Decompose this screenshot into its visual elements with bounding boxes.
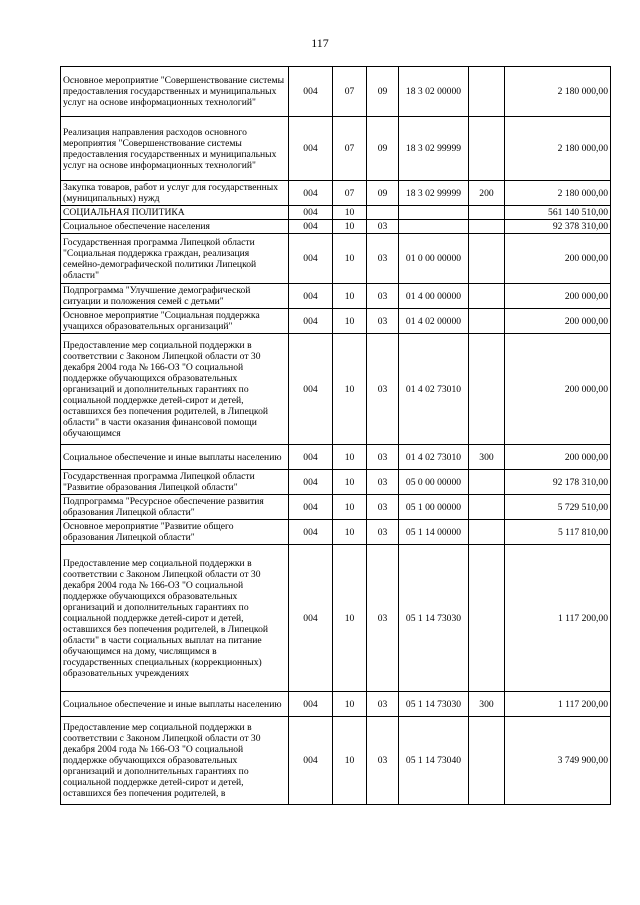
cell-sum: 200 000,00 bbox=[505, 334, 611, 445]
cell-pr: 03 bbox=[367, 284, 399, 309]
cell-csr: 18 3 02 99999 bbox=[399, 117, 469, 181]
cell-vr bbox=[469, 495, 505, 520]
table-row bbox=[61, 334, 611, 445]
cell-pr: 03 bbox=[367, 545, 399, 692]
cell-pr: 03 bbox=[367, 470, 399, 495]
cell-vr bbox=[469, 717, 505, 805]
cell-name: Предоставление мер социальной поддержки в соответствии с Законом Липецкой области от 30 декабря 2004 года № 166-ОЗ "О социальной поддержке обучающихся образовательных организаций и дополнительных гарантиях по социальной поддержке детей-сирот и детей, оставшихся без попечения родителей, в Липецкой области" в части социальных выплат на питание обучающимся на дому, числящимся в государственных специальных (коррекционных) образовательных учреждениях bbox=[61, 545, 289, 692]
cell-csr: 01 4 00 00000 bbox=[399, 284, 469, 309]
table-row bbox=[61, 445, 611, 470]
table-row bbox=[61, 717, 611, 805]
cell-sum: 1 117 200,00 bbox=[505, 545, 611, 692]
cell-ved: 004 bbox=[289, 334, 333, 445]
table-row bbox=[61, 545, 611, 692]
cell-csr: 01 4 02 73010 bbox=[399, 445, 469, 470]
cell-pr: 03 bbox=[367, 520, 399, 545]
cell-sum: 2 180 000,00 bbox=[505, 117, 611, 181]
cell-rz: 10 bbox=[333, 309, 367, 334]
cell-csr: 01 4 02 73010 bbox=[399, 334, 469, 445]
cell-pr: 03 bbox=[367, 692, 399, 717]
table-row bbox=[61, 470, 611, 495]
cell-pr: 09 bbox=[367, 117, 399, 181]
cell-rz: 10 bbox=[333, 495, 367, 520]
cell-ved: 004 bbox=[289, 220, 333, 234]
cell-name: Предоставление мер социальной поддержки в соответствии с Законом Липецкой области от 30 декабря 2004 года № 166-ОЗ "О социальной поддержке обучающихся образовательных организаций и дополнительных гарантиях по социальной поддержке детей-сирот и детей, оставшихся без попечения родителей, в Липецкой области" в части оказания финансовой помощи обучающимся bbox=[61, 334, 289, 445]
cell-sum: 200 000,00 bbox=[505, 309, 611, 334]
cell-name: Подпрограмма "Ресурсное обеспечение развития образования Липецкой области" bbox=[61, 495, 289, 520]
cell-csr: 05 1 14 00000 bbox=[399, 520, 469, 545]
cell-csr: 18 3 02 00000 bbox=[399, 67, 469, 117]
cell-ved: 004 bbox=[289, 692, 333, 717]
table-row bbox=[61, 220, 611, 234]
cell-vr bbox=[469, 470, 505, 495]
cell-pr: 09 bbox=[367, 181, 399, 206]
cell-csr: 01 0 00 00000 bbox=[399, 234, 469, 284]
cell-ved: 004 bbox=[289, 206, 333, 220]
cell-rz: 10 bbox=[333, 470, 367, 495]
cell-csr: 01 4 02 00000 bbox=[399, 309, 469, 334]
cell-csr: 05 0 00 00000 bbox=[399, 470, 469, 495]
cell-name: Основное мероприятие "Социальная поддержка учащихся образовательных организаций" bbox=[61, 309, 289, 334]
cell-ved: 004 bbox=[289, 470, 333, 495]
table-row bbox=[61, 206, 611, 220]
cell-rz: 07 bbox=[333, 117, 367, 181]
table-row bbox=[61, 520, 611, 545]
cell-rz: 10 bbox=[333, 692, 367, 717]
cell-pr: 03 bbox=[367, 495, 399, 520]
cell-vr bbox=[469, 220, 505, 234]
cell-name: Социальное обеспечение населения bbox=[61, 220, 289, 234]
cell-sum: 1 117 200,00 bbox=[505, 692, 611, 717]
cell-rz: 10 bbox=[333, 334, 367, 445]
cell-rz: 10 bbox=[333, 545, 367, 692]
cell-vr: 200 bbox=[469, 181, 505, 206]
cell-csr: 18 3 02 99999 bbox=[399, 181, 469, 206]
cell-name: СОЦИАЛЬНАЯ ПОЛИТИКА bbox=[61, 206, 289, 220]
cell-csr bbox=[399, 206, 469, 220]
cell-rz: 10 bbox=[333, 445, 367, 470]
cell-vr: 300 bbox=[469, 692, 505, 717]
budget-table bbox=[60, 66, 611, 805]
cell-vr bbox=[469, 309, 505, 334]
cell-name: Подпрограмма "Улучшение демографической ситуации и положения семей с детьми" bbox=[61, 284, 289, 309]
table-row bbox=[61, 181, 611, 206]
cell-rz: 10 bbox=[333, 520, 367, 545]
cell-pr: 09 bbox=[367, 67, 399, 117]
cell-ved: 004 bbox=[289, 545, 333, 692]
cell-sum: 2 180 000,00 bbox=[505, 67, 611, 117]
table-row bbox=[61, 117, 611, 181]
cell-name: Государственная программа Липецкой области "Социальная поддержка граждан, реализация семейно-демографической политики Липецкой области" bbox=[61, 234, 289, 284]
cell-pr bbox=[367, 206, 399, 220]
table-row bbox=[61, 234, 611, 284]
cell-vr: 300 bbox=[469, 445, 505, 470]
cell-pr: 03 bbox=[367, 717, 399, 805]
table-row bbox=[61, 692, 611, 717]
cell-sum: 200 000,00 bbox=[505, 445, 611, 470]
cell-name: Закупка товаров, работ и услуг для государственных (муниципальных) нужд bbox=[61, 181, 289, 206]
cell-vr bbox=[469, 117, 505, 181]
cell-sum: 561 140 510,00 bbox=[505, 206, 611, 220]
cell-name: Реализация направления расходов основного мероприятия "Совершенствование системы предоставления государственных и муниципальных услуг на основе информационных технологий" bbox=[61, 117, 289, 181]
page-number: 117 bbox=[311, 36, 329, 50]
cell-sum: 92 178 310,00 bbox=[505, 470, 611, 495]
cell-ved: 004 bbox=[289, 284, 333, 309]
cell-ved: 004 bbox=[289, 67, 333, 117]
table-row bbox=[61, 284, 611, 309]
cell-vr bbox=[469, 67, 505, 117]
cell-rz: 10 bbox=[333, 717, 367, 805]
cell-vr bbox=[469, 234, 505, 284]
cell-sum: 200 000,00 bbox=[505, 284, 611, 309]
cell-sum: 5 117 810,00 bbox=[505, 520, 611, 545]
cell-sum: 2 180 000,00 bbox=[505, 181, 611, 206]
cell-rz: 07 bbox=[333, 67, 367, 117]
table-row bbox=[61, 495, 611, 520]
cell-ved: 004 bbox=[289, 309, 333, 334]
cell-sum: 5 729 510,00 bbox=[505, 495, 611, 520]
cell-pr: 03 bbox=[367, 334, 399, 445]
cell-pr: 03 bbox=[367, 309, 399, 334]
cell-ved: 004 bbox=[289, 234, 333, 284]
cell-rz: 10 bbox=[333, 284, 367, 309]
cell-name: Основное мероприятие "Развитие общего образования Липецкой области" bbox=[61, 520, 289, 545]
cell-name: Социальное обеспечение и иные выплаты населению bbox=[61, 445, 289, 470]
cell-sum: 200 000,00 bbox=[505, 234, 611, 284]
table-row bbox=[61, 67, 611, 117]
cell-vr bbox=[469, 206, 505, 220]
cell-rz: 10 bbox=[333, 220, 367, 234]
table-row bbox=[61, 309, 611, 334]
cell-ved: 004 bbox=[289, 495, 333, 520]
cell-ved: 004 bbox=[289, 117, 333, 181]
cell-rz: 10 bbox=[333, 234, 367, 284]
cell-name: Социальное обеспечение и иные выплаты населению bbox=[61, 692, 289, 717]
cell-rz: 07 bbox=[333, 181, 367, 206]
cell-name: Предоставление мер социальной поддержки в соответствии с Законом Липецкой области от 30 декабря 2004 года № 166-ОЗ "О социальной поддержке обучающихся образовательных организаций и дополнительных гарантиях по социальной поддержке детей-сирот и детей, оставшихся без попечения родителей, в bbox=[61, 717, 289, 805]
cell-ved: 004 bbox=[289, 181, 333, 206]
cell-vr bbox=[469, 520, 505, 545]
cell-csr: 05 1 14 73030 bbox=[399, 545, 469, 692]
cell-vr bbox=[469, 284, 505, 309]
cell-name: Государственная программа Липецкой области "Развитие образования Липецкой области" bbox=[61, 470, 289, 495]
cell-vr bbox=[469, 334, 505, 445]
cell-pr: 03 bbox=[367, 234, 399, 284]
cell-ved: 004 bbox=[289, 717, 333, 805]
cell-sum: 3 749 900,00 bbox=[505, 717, 611, 805]
cell-csr: 05 1 00 00000 bbox=[399, 495, 469, 520]
cell-pr: 03 bbox=[367, 445, 399, 470]
cell-vr bbox=[469, 545, 505, 692]
cell-ved: 004 bbox=[289, 520, 333, 545]
cell-csr: 05 1 14 73030 bbox=[399, 692, 469, 717]
cell-rz: 10 bbox=[333, 206, 367, 220]
cell-csr: 05 1 14 73040 bbox=[399, 717, 469, 805]
cell-ved: 004 bbox=[289, 445, 333, 470]
cell-sum: 92 378 310,00 bbox=[505, 220, 611, 234]
cell-name: Основное мероприятие "Совершенствование системы предоставления государственных и муниципальных услуг на основе информационных технологий" bbox=[61, 67, 289, 117]
cell-csr bbox=[399, 220, 469, 234]
cell-pr: 03 bbox=[367, 220, 399, 234]
